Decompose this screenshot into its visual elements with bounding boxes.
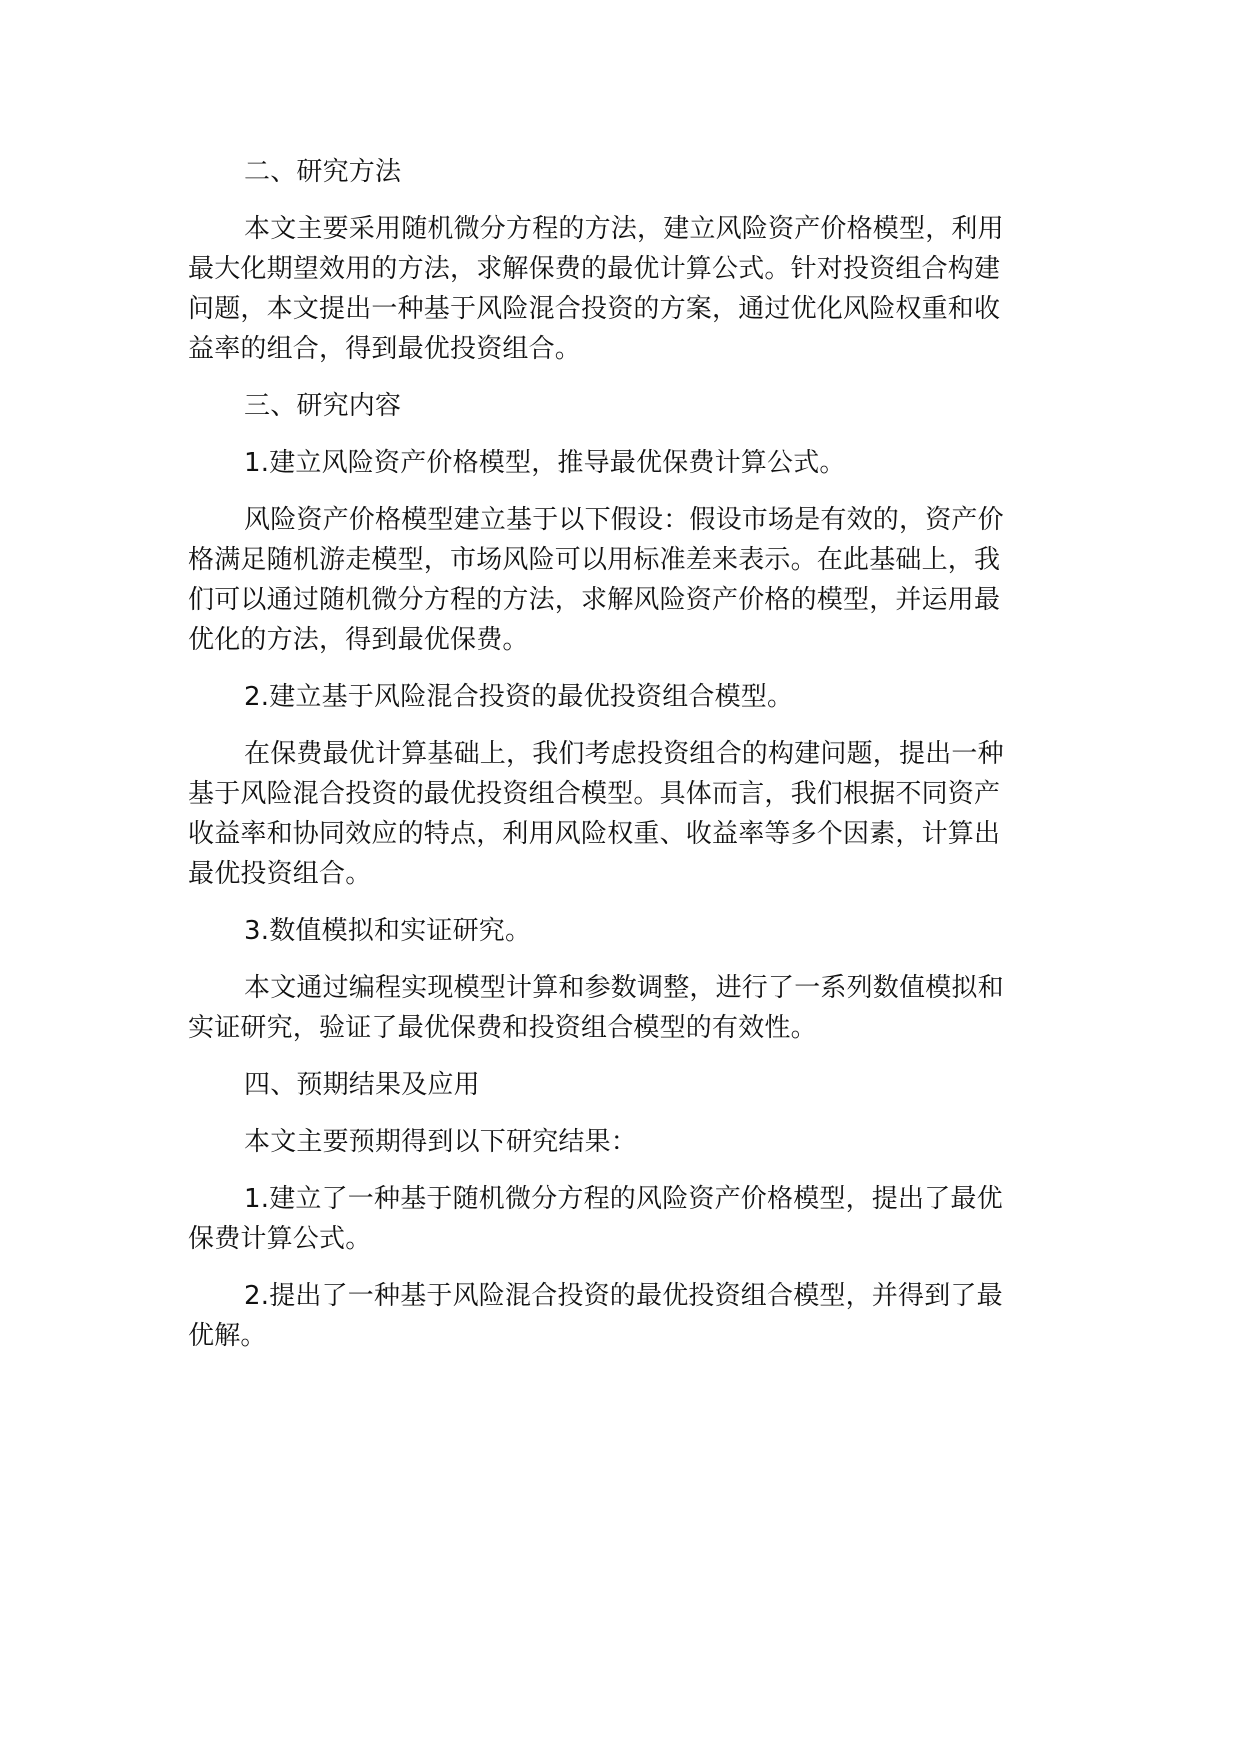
body-paragraph — [188, 1122, 1034, 1162]
body-paragraph — [188, 734, 1034, 894]
text-line: 在保费最优计算基础上，我们考虑投资组合的构建问题，提出一种 — [244, 739, 1004, 769]
text-line: 四、预期结果及应用 — [244, 1070, 480, 1100]
text-line: 基于风险混合投资的最优投资组合模型。具体而言，我们根据不同资产 — [188, 779, 1001, 809]
body-paragraph — [188, 209, 1034, 369]
text-line: 优化的方法，得到最优保费。 — [188, 625, 529, 655]
subsection-heading-1 — [188, 443, 1034, 483]
section-heading-methods — [188, 152, 1034, 192]
text-line: 2.提出了一种基于风险混合投资的最优投资组合模型，并得到了最 — [244, 1281, 1003, 1311]
document-body — [188, 152, 1034, 1373]
result-item-1 — [188, 1179, 1034, 1259]
text-line: 风险资产价格模型建立基于以下假设：假设市场是有效的，资产价 — [244, 505, 1004, 535]
text-line: 1.建立了一种基于随机微分方程的风险资产价格模型，提出了最优 — [244, 1184, 1003, 1214]
text-line: 3.数值模拟和实证研究。 — [244, 916, 532, 946]
subsection-heading-2 — [188, 677, 1034, 717]
section-heading-content — [188, 386, 1034, 426]
section-heading-results — [188, 1065, 1034, 1105]
text-line: 本文通过编程实现模型计算和参数调整，进行了一系列数值模拟和 — [244, 973, 1004, 1003]
text-line: 优解。 — [188, 1321, 267, 1351]
text-line: 们可以通过随机微分方程的方法，求解风险资产价格的模型，并运用最 — [188, 585, 1001, 615]
text-line: 本文主要采用随机微分方程的方法，建立风险资产价格模型，利用 — [244, 214, 1004, 244]
text-line: 问题，本文提出一种基于风险混合投资的方案，通过优化风险权重和收 — [188, 294, 1001, 324]
text-line: 1.建立风险资产价格模型，推导最优保费计算公式。 — [244, 448, 846, 478]
text-line: 益率的组合，得到最优投资组合。 — [188, 334, 582, 364]
text-line: 本文主要预期得到以下研究结果： — [244, 1127, 638, 1157]
text-line: 三、研究内容 — [244, 391, 402, 421]
subsection-heading-3 — [188, 911, 1034, 951]
text-line: 二、研究方法 — [244, 157, 402, 187]
text-line: 保费计算公式。 — [188, 1224, 372, 1254]
text-line: 最大化期望效用的方法，求解保费的最优计算公式。针对投资组合构建 — [188, 254, 1001, 284]
text-line: 2.建立基于风险混合投资的最优投资组合模型。 — [244, 682, 794, 712]
body-paragraph — [188, 968, 1034, 1048]
text-line: 最优投资组合。 — [188, 859, 372, 889]
text-line: 格满足随机游走模型，市场风险可以用标准差来表示。在此基础上，我 — [188, 545, 1001, 575]
text-line: 收益率和协同效应的特点，利用风险权重、收益率等多个因素，计算出 — [188, 819, 1001, 849]
text-line: 实证研究，验证了最优保费和投资组合模型的有效性。 — [188, 1013, 817, 1043]
body-paragraph — [188, 500, 1034, 660]
result-item-2 — [188, 1276, 1034, 1356]
